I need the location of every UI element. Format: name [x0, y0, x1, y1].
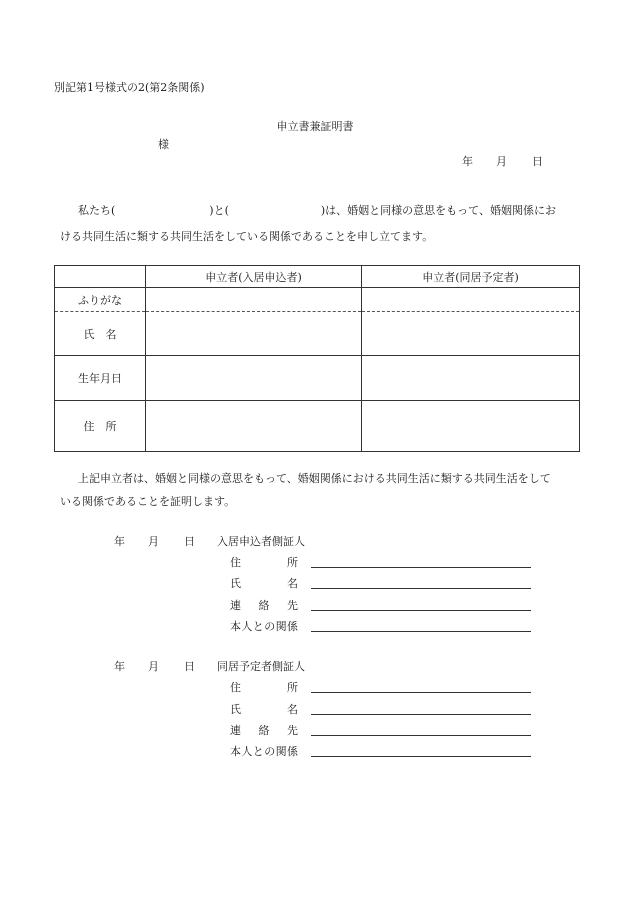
witness1-label-contact: 連絡先	[230, 599, 298, 612]
applicant-address-cell[interactable]	[146, 401, 362, 452]
statement-prefix: 私たち(	[78, 204, 116, 217]
statement-suffix: )は、婚姻と同様の意思をもって、婚姻関係にお	[320, 204, 556, 217]
witness2-label-name: 氏名	[230, 703, 298, 716]
applicant-table	[54, 265, 580, 452]
form-reference: 別記第1号様式の2(第2条関係)	[54, 81, 205, 94]
witness2-address-line[interactable]	[311, 692, 531, 693]
witness2-label-address: 住所	[230, 681, 298, 694]
date-top	[462, 156, 543, 167]
witness2-contact-line[interactable]	[311, 735, 531, 736]
witness1-date-day: 日	[184, 535, 195, 548]
witness2-title: 同居予定者側証人	[217, 660, 305, 673]
label-birthdate: 生年月日	[55, 356, 146, 401]
witness1-label-name: 氏名	[230, 577, 298, 590]
label-furigana: ふりがな	[55, 288, 146, 312]
applicant-birthdate-cell[interactable]	[146, 356, 362, 401]
certification-line-1: 上記申立者は、婚姻と同様の意思をもって、婚姻関係における共同生活に類する共同生活をして	[78, 472, 551, 485]
label-name: 氏 名	[55, 312, 146, 356]
header-applicant: 申立者(入居申込者)	[146, 266, 362, 288]
statement-mid: )と(	[209, 204, 229, 217]
witness1-name-line[interactable]	[311, 588, 531, 589]
header-cohabitant: 申立者(同居予定者)	[362, 266, 580, 288]
witness2-date	[114, 661, 195, 672]
witness2-date-year: 年	[114, 660, 125, 673]
witness1-label-address: 住所	[230, 556, 298, 569]
applicant-name-cell[interactable]	[146, 312, 362, 356]
applicant-furigana-cell[interactable]	[146, 288, 362, 312]
cohabitant-address-cell[interactable]	[362, 401, 580, 452]
label-address: 住 所	[55, 401, 146, 452]
statement-line-1	[78, 205, 556, 216]
witness2-date-month: 月	[148, 660, 159, 673]
cohabitant-furigana-cell[interactable]	[362, 288, 580, 312]
witness1-contact-line[interactable]	[311, 610, 531, 611]
cohabitant-name-cell[interactable]	[362, 312, 580, 356]
date-month: 月	[496, 155, 507, 168]
witness2-name-line[interactable]	[311, 714, 531, 715]
cohabitant-birthdate-cell[interactable]	[362, 356, 580, 401]
witness1-date-month: 月	[148, 535, 159, 548]
witness1-title: 入居申込者側証人	[217, 535, 305, 548]
addressee-suffix: 様	[158, 138, 169, 151]
date-year: 年	[462, 155, 473, 168]
certification-line-2: いる関係であることを証明します。	[60, 495, 236, 508]
table-corner	[55, 266, 146, 288]
date-day: 日	[532, 155, 543, 168]
witness2-label-relation: 本人との関係	[230, 745, 298, 758]
document-title: 申立書兼証明書	[276, 120, 354, 133]
witness1-date	[114, 536, 195, 547]
witness1-relation-line[interactable]	[311, 631, 531, 632]
witness2-date-day: 日	[184, 660, 195, 673]
witness1-date-year: 年	[114, 535, 125, 548]
witness2-label-contact: 連絡先	[230, 724, 298, 737]
statement-line-2: ける共同生活に類する共同生活をしている関係であることを申し立てます。	[60, 230, 434, 243]
witness1-address-line[interactable]	[311, 567, 531, 568]
witness2-relation-line[interactable]	[311, 756, 531, 757]
witness1-label-relation: 本人との関係	[230, 620, 298, 633]
